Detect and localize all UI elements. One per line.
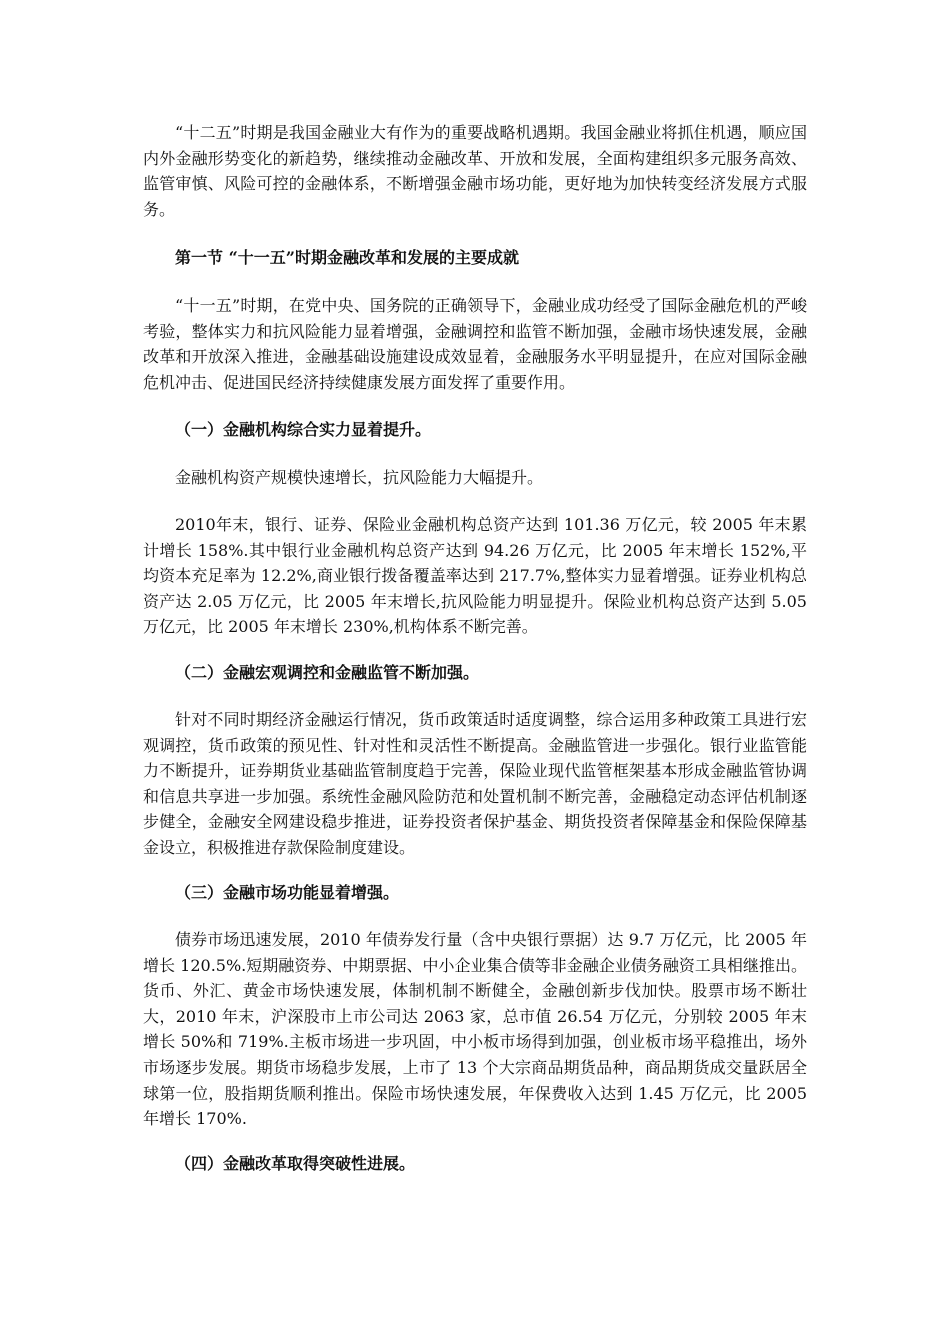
item-3-heading: （三）金融市场功能显着增强。	[175, 883, 400, 902]
item-2-paragraph: 针对不同时期经济金融运行情况，货币政策适时适度调整，综合运用多种政策工具进行宏观调控，货币政策的预见性、针对性和灵活性不断提高。金融监管进一步强化。银行业监管能力不断提升，证券期货业基础监管制度趋于完善，保险业现代监管框架基本形成金融监管协调和信息共享进一步加强。系统性金融风险防范和处置机制不断完善，金融稳定动态评估机制逐步健全，金融安全网建设稳步推进，证券投资者保护基金、期货投资者保障基金和保险保障基金设立，积极推进存款保险制度建设。	[143, 710, 807, 857]
item-3-paragraph: 债券市场迅速发展，2010 年债券发行量（含中央银行票据）达 9.7 万亿元，比 2005 年增长 120.5%.短期融资券、中期票据、中小企业集合债等非金融企业债务融资工具相继推出。货币、外汇、黄金市场快速发展，体制机制不断健全，金融创新步伐加快。股票市场不断壮大，2010 年末，沪深股市上市公司达 2063 家，总市值 26.54 万亿元，分别较 2005 年末增长 50%和 719%.主板市场进一步巩固，中小板市场得到加强，创业板市场平稳推出，场外市场逐步发展。期货市场稳步发展，上市了 13 个大宗商品期货品种，商品期货成交量跃居全球第一位，股指期货顺利推出。保险市场快速发展，年保费收入达到 1.45 万亿元，比 2005 年增长 170%.	[143, 930, 807, 1129]
section-1-heading: 第一节 “十一五”时期金融改革和发展的主要成就	[175, 248, 519, 267]
item-1-paragraph-1: 金融机构资产规模快速增长，抗风险能力大幅提升。	[175, 468, 544, 487]
item-1-paragraph-2: 2010年末，银行、证券、保险业金融机构总资产达到 101.36 万亿元，较 2005 年末累计增长 158%.其中银行业金融机构总资产达到 94.26 万亿元，比 2005 年末增长 152%,平均资本充足率为 12.2%,商业银行拨备覆盖率达到 217.7%,整体实力显着增强。证券业机构总资产达 2.05 万亿元，比 2005 年末增长,抗风险能力明显提升。保险业机构总资产达到 5.05 万亿元，比 2005 年末增长 230%,机构体系不断完善。	[143, 515, 807, 637]
item-1-heading: （一）金融机构综合实力显着提升。	[175, 420, 432, 439]
intro-paragraph: “十二五”时期是我国金融业大有作为的重要战略机遇期。我国金融业将抓住机遇，顺应国内外金融形势变化的新趋势，继续推动金融改革、开放和发展，全面构建组织多元服务高效、监管审慎、风险可控的金融体系，不断增强金融市场功能，更好地为加快转变经济发展方式服务。	[143, 123, 807, 219]
section-1-paragraph: “十一五”时期，在党中央、国务院的正确领导下，金融业成功经受了国际金融危机的严峻考验，整体实力和抗风险能力显着增强，金融调控和监管不断加强，金融市场快速发展，金融改革和开放深入推进，金融基础设施建设成效显着，金融服务水平明显提升，在应对国际金融危机冲击、促进国民经济持续健康发展方面发挥了重要作用。	[143, 296, 807, 392]
item-2-heading: （二）金融宏观调控和金融监管不断加强。	[175, 663, 480, 682]
item-4-heading: （四）金融改革取得突破性进展。	[175, 1154, 416, 1173]
